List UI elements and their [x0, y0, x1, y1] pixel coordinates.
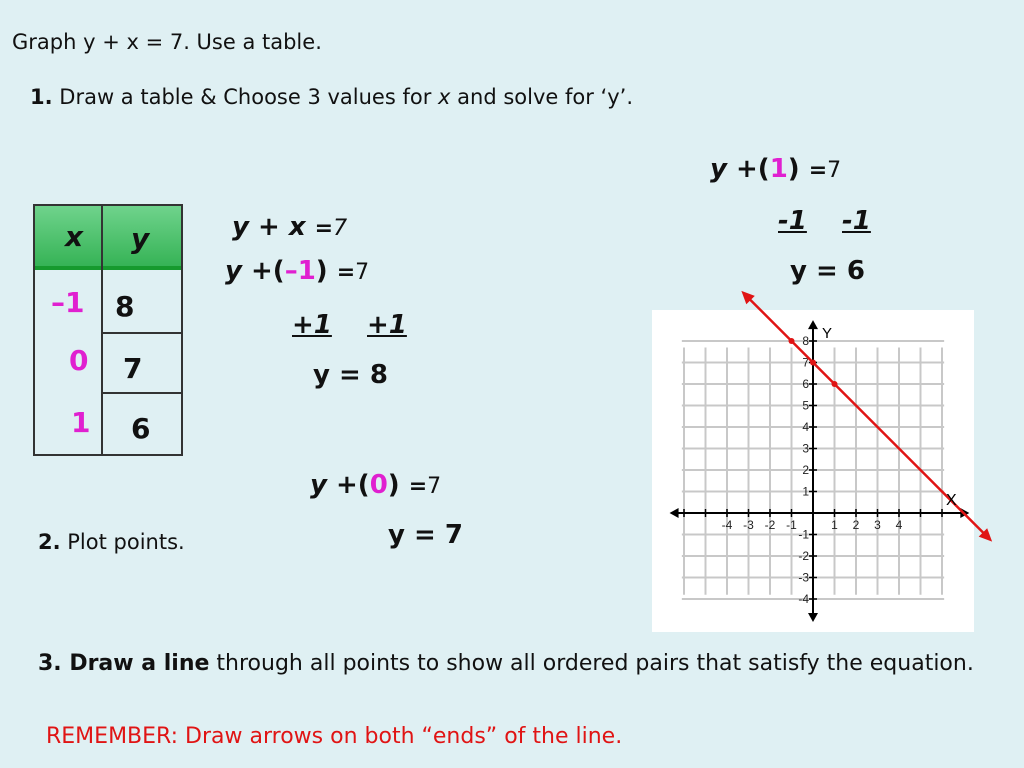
- plotted-point: [789, 338, 795, 344]
- y-tick-label: 4: [802, 420, 809, 434]
- general-eq-sign: =: [314, 216, 334, 241]
- y-tick-label: -3: [798, 570, 809, 585]
- table-cell-y: 7: [123, 352, 143, 385]
- y-tick-label: 1: [802, 484, 809, 499]
- step-3-bold: 3. Draw a line: [38, 651, 210, 676]
- eq-y: y: [710, 154, 727, 184]
- eq-sign: =: [408, 474, 428, 499]
- y-tick-label: 8: [802, 334, 809, 348]
- table-cell-x: 1: [71, 406, 91, 439]
- general-rhs: 7: [333, 216, 348, 241]
- y-axis-arrow-up: [808, 320, 818, 329]
- table-header-x: x: [65, 220, 84, 253]
- eq-x-value: –1: [284, 256, 316, 286]
- x-tick-label: -2: [764, 518, 776, 532]
- x-axis-label: X: [946, 492, 957, 509]
- result-y-8: y = 8: [313, 360, 388, 390]
- step-1-text-a: Draw a table & Choose 3 values for: [52, 85, 439, 109]
- operation-left: +1: [292, 310, 332, 340]
- eq-open: +(: [736, 154, 770, 184]
- table-cell-y: 6: [131, 412, 151, 445]
- x-tick-label: 1: [831, 518, 838, 532]
- operation-right: +1: [367, 310, 407, 340]
- eq-y: y: [310, 470, 327, 500]
- step-2-number: 2.: [38, 530, 61, 554]
- y-tick-label: 5: [802, 398, 809, 413]
- step-1-text-b: and solve for: [450, 85, 601, 109]
- x-tick-label: -3: [743, 518, 754, 532]
- step-1-number: 1.: [30, 85, 53, 109]
- x-tick-label: -1: [786, 518, 797, 532]
- y-axis-arrow-down: [808, 613, 818, 622]
- eq-open: +(: [336, 470, 370, 500]
- step-2-text: Plot points.: [60, 530, 185, 554]
- remember-note: REMEMBER: Draw arrows on both “ends” of the line.: [46, 724, 623, 749]
- step-3-instruction: [38, 648, 1013, 680]
- y-tick-label: 6: [802, 377, 809, 391]
- eq-sign: =: [336, 260, 356, 285]
- table-cell-y: 8: [115, 290, 135, 323]
- step-1-y-quoted: ‘y’: [600, 85, 627, 109]
- page-title: Graph y + x = 7. Use a table.: [12, 30, 322, 54]
- y-tick-label: -2: [798, 549, 809, 563]
- general-lhs: y + x: [232, 212, 306, 242]
- y-axis-label: Y: [822, 325, 833, 342]
- y-tick-label: -1: [798, 527, 809, 542]
- eq-sign: =: [808, 158, 828, 183]
- result-y-6: y = 6: [790, 256, 865, 286]
- table-cell-x: –1: [51, 286, 85, 319]
- y-tick-label: -4: [798, 592, 809, 606]
- operation-left: -1: [778, 206, 807, 236]
- x-tick-label: 4: [895, 518, 903, 532]
- eq-rhs: 7: [355, 260, 370, 285]
- eq-open: +(: [251, 256, 285, 286]
- x-tick-label: 3: [874, 518, 881, 532]
- operation-right: -1: [842, 206, 871, 236]
- eq-x-value: 0: [369, 470, 388, 500]
- eq-rhs: 7: [427, 474, 442, 499]
- eq-close: ): [315, 256, 328, 286]
- result-y-7: y = 7: [388, 520, 463, 550]
- table-cell-x: 0: [69, 344, 89, 377]
- eq-rhs: 7: [827, 158, 842, 183]
- step-3-text: through all points to show all ordered pairs that satisfy the equation.: [209, 651, 974, 676]
- x-tick-label: 2: [852, 518, 860, 532]
- y-tick-label: 7: [802, 355, 809, 370]
- table-header-y: y: [131, 222, 150, 255]
- x-axis-arrow-left: [670, 508, 679, 518]
- step-1-end: .: [626, 85, 633, 109]
- plotted-point: [832, 381, 838, 387]
- eq-close: ): [387, 470, 400, 500]
- eq-y: y: [225, 256, 242, 286]
- eq-x-value: 1: [769, 154, 788, 184]
- x-tick-label: -4: [721, 518, 733, 532]
- eq-close: ): [787, 154, 800, 184]
- plotted-point: [810, 360, 816, 366]
- y-tick-label: 3: [802, 441, 809, 456]
- step-1-var: x: [438, 85, 451, 109]
- y-tick-label: 2: [802, 463, 809, 477]
